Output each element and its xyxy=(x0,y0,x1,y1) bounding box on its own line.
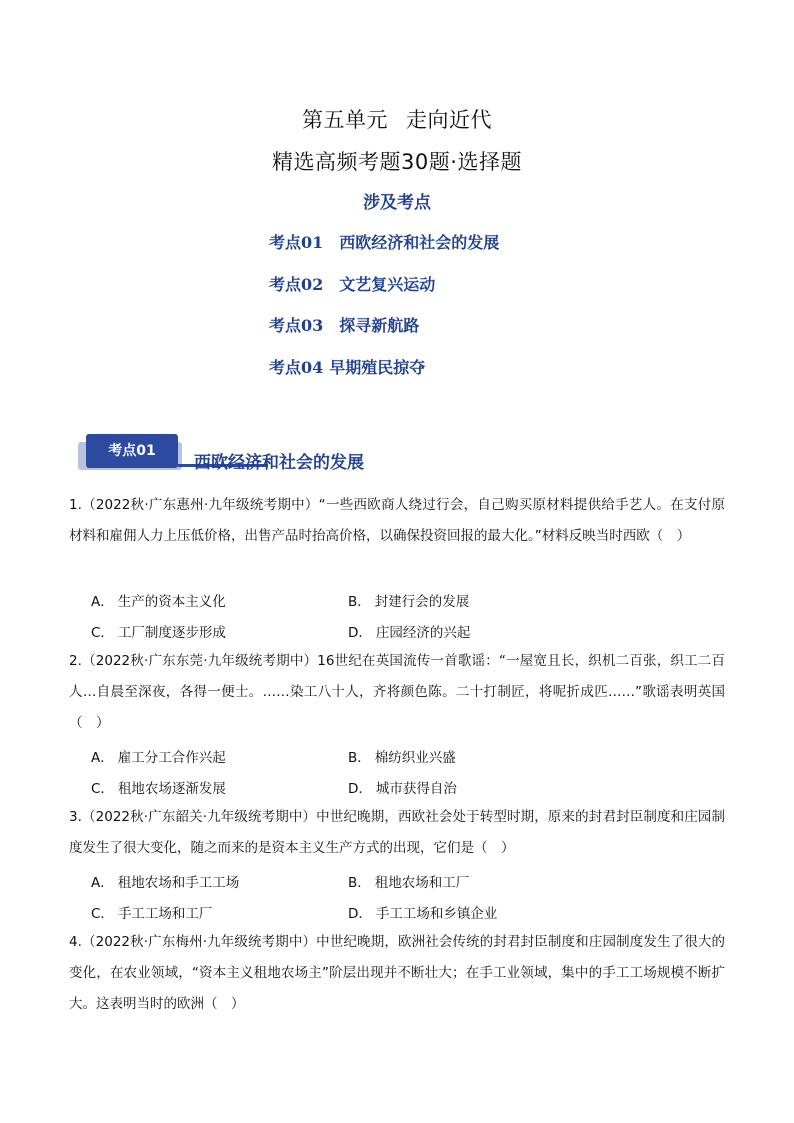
unit-name: 走向近代 xyxy=(406,108,492,132)
option-text: 庄园经济的兴起 xyxy=(375,625,471,641)
question-3-option-c[interactable] xyxy=(91,902,212,922)
option-text: 生产的资本主义化 xyxy=(117,594,226,610)
question-3-option-b[interactable] xyxy=(348,871,469,891)
section-title: 西欧经济和社会的发展 xyxy=(194,453,364,473)
page-subtitle: 精选高频考题30题·选择题 xyxy=(272,150,522,174)
knowledge-point-title: 文艺复兴运动 xyxy=(339,275,436,294)
question-3-option-d[interactable] xyxy=(348,902,497,922)
knowledge-point-title: 探寻新航路 xyxy=(339,316,420,335)
question-1-option-d[interactable] xyxy=(348,621,470,641)
section-badge: 考点01 xyxy=(86,434,178,468)
question-1-option-b[interactable] xyxy=(348,590,469,610)
option-text: 雇工分工合作兴起 xyxy=(117,750,226,766)
knowledge-point-4 xyxy=(269,355,425,378)
option-letter: B． xyxy=(348,875,371,891)
question-1-option-c[interactable] xyxy=(91,621,226,641)
question-1-stem: 1.（2022秋·广东惠州·九年级统考期中）“一些西欧商人绕过行会，自己购买原材料提供给手艺人。在支付原材料和雇佣人力上压低价格，出售产品时抬高价格，以确保投资回报的最大化。”材料反映当时西欧（ ） xyxy=(69,497,725,544)
option-text: 租地农场和工厂 xyxy=(374,875,470,891)
option-letter: B． xyxy=(348,594,371,610)
knowledge-point-title: 早期殖民掠夺 xyxy=(329,358,426,377)
option-letter: D． xyxy=(348,625,372,641)
scope-heading: 涉及考点 xyxy=(363,193,431,213)
knowledge-point-code: 考点01 xyxy=(269,233,324,252)
question-2-option-b[interactable] xyxy=(348,746,456,766)
option-letter: B． xyxy=(348,750,371,766)
option-text: 手工工场和乡镇企业 xyxy=(375,906,498,922)
option-letter: D． xyxy=(348,781,372,797)
knowledge-point-code: 考点03 xyxy=(269,316,324,335)
section-header xyxy=(78,432,378,482)
option-letter: C． xyxy=(91,625,114,641)
option-text: 封建行会的发展 xyxy=(374,594,470,610)
unit-title xyxy=(0,104,794,134)
option-letter: D． xyxy=(348,906,372,922)
option-letter: C． xyxy=(91,906,114,922)
option-text: 棉纺织业兴盛 xyxy=(374,750,456,766)
question-4-stem: 4.（2022秋·广东梅州·九年级统考期中）中世纪晚期，欧洲社会传统的封君封臣制度和庄园制度发生了很大的变化，在农业领域，“资本主义租地农场主”阶层出现并不断壮大；在手工业领域，集中的手工工场规模不断扩大。这表明当时的欧洲（ ） xyxy=(69,934,725,1012)
knowledge-point-title: 西欧经济和社会的发展 xyxy=(339,233,500,252)
question-3-option-a[interactable] xyxy=(91,871,239,891)
knowledge-point-code: 考点04 xyxy=(269,358,324,377)
option-text: 工厂制度逐步形成 xyxy=(117,625,226,641)
knowledge-point-code: 考点02 xyxy=(269,275,324,294)
question-2-option-c[interactable] xyxy=(91,777,226,797)
question-3-stem: 3.（2022秋·广东韶关·九年级统考期中）中世纪晚期，西欧社会处于转型时期，原来的封君封臣制度和庄园制度发生了很大变化，随之而来的是资本主义生产方式的出现，它们是（ ） xyxy=(69,809,725,856)
option-letter: C． xyxy=(91,781,114,797)
option-text: 租地农场逐渐发展 xyxy=(117,781,226,797)
question-1-option-a[interactable] xyxy=(91,590,226,610)
question-2-option-d[interactable] xyxy=(348,777,457,797)
question-2-stem: 2.（2022秋·广东东莞·九年级统考期中）16世纪在英国流传一首歌谣：“一屋宽且长，织机二百张，织工二百人…自晨至深夜，各得一便士。……染工八十人，齐将颜色陈。二十打制匠，将呢折成匹……”歌谣表明英国（ ） xyxy=(69,653,725,731)
option-text: 租地农场和手工工场 xyxy=(117,875,240,891)
unit-label: 第五单元 xyxy=(302,108,388,132)
option-letter: A． xyxy=(91,875,114,891)
knowledge-point-2 xyxy=(269,272,435,295)
knowledge-point-1 xyxy=(269,230,499,253)
option-letter: A． xyxy=(91,750,114,766)
option-letter: A． xyxy=(91,594,114,610)
question-2-option-a[interactable] xyxy=(91,746,226,766)
option-text: 手工工场和工厂 xyxy=(117,906,213,922)
option-text: 城市获得自治 xyxy=(375,781,457,797)
knowledge-point-3 xyxy=(269,313,419,336)
